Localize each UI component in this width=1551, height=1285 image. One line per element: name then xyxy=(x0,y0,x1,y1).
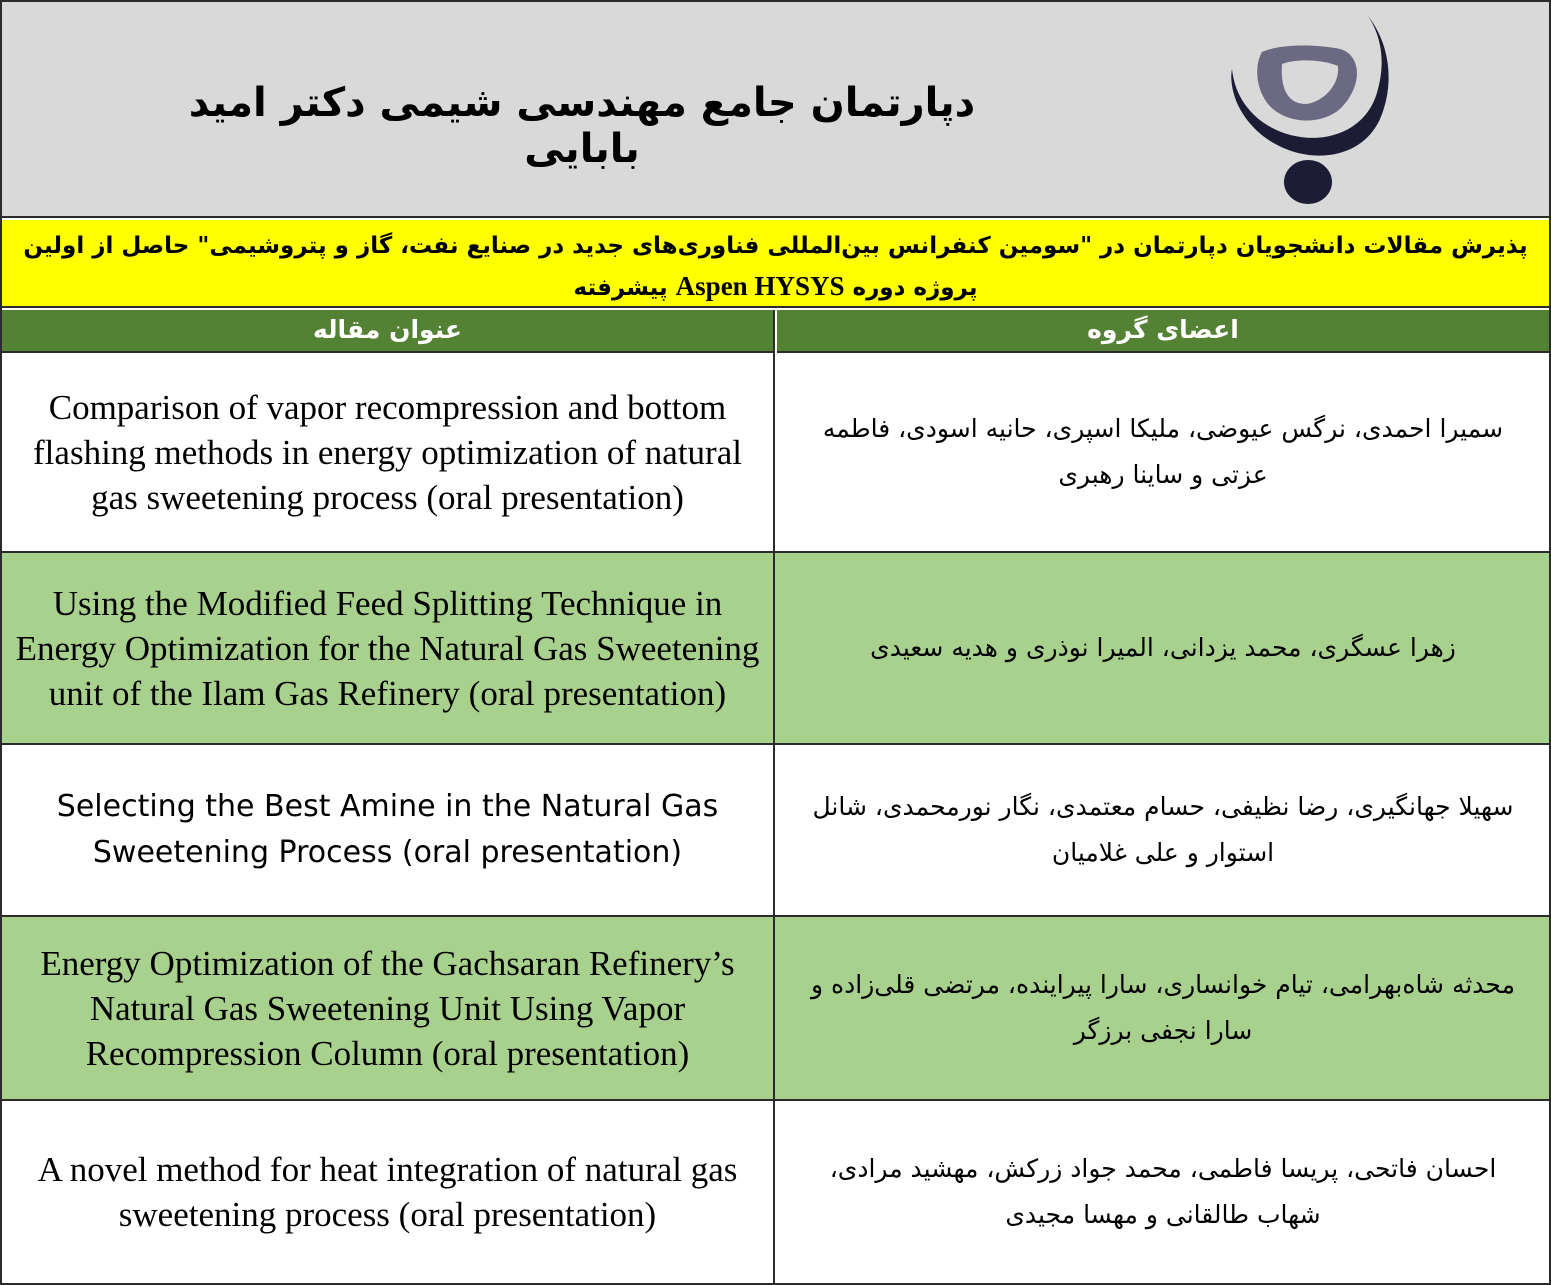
acceptance-announcement xyxy=(2,220,1549,308)
table-row xyxy=(2,917,1549,1101)
column-header-title: عنوان مقاله xyxy=(2,310,775,353)
software-name: Aspen HYSYS xyxy=(675,271,845,301)
department-header xyxy=(2,2,1549,218)
article-title: Selecting the Best Amine in the Natural Gas Sweetening Process (oral presentation) xyxy=(2,745,775,915)
announcement-suffix: پیشرفته xyxy=(573,275,676,301)
article-title: Comparison of vapor recompression and bottom flashing methods in energy optimization of natural gas sweetening process (oral presentation) xyxy=(2,353,775,551)
table-row xyxy=(2,1101,1549,1283)
group-members: سهیلا جهانگیری، رضا نظیفی، حسام معتمدی، نگار نورمحمدی، شانل استوار و علی غلامیان xyxy=(812,792,1514,867)
table-row xyxy=(2,353,1549,553)
table-row xyxy=(2,553,1549,745)
department-title: دپارتمان جامع مهندسی شیمی دکتر امید بابایی xyxy=(188,80,976,172)
column-header-members: اعضای گروه xyxy=(777,310,1549,353)
table-row xyxy=(2,745,1549,917)
article-title: Using the Modified Feed Splitting Technique in Energy Optimization for the Natural Gas Sweetening unit of the Ilam Gas Refinery (oral presentation) xyxy=(2,553,775,743)
b-circle-logo-icon xyxy=(1220,14,1395,209)
group-members: زهرا عسگری، محمد یزدانی، المیرا نوذری و هدیه سعیدی xyxy=(870,633,1456,662)
article-title: A novel method for heat integration of natural gas sweetening process (oral presentation) xyxy=(2,1101,775,1283)
announcement-text: پذیرش مقالات دانشجویان دپارتمان در "سومین کنفرانس بین‌المللی فناوری‌های جدید در صنایع نفت، گاز و پتروشیمی" حاصل از اولین پروژه دوره xyxy=(23,233,1528,301)
article-title: Energy Optimization of the Gachsaran Refinery’s Natural Gas Sweetening Unit Using Vapor Recompression Column (oral presentation) xyxy=(2,917,775,1099)
group-members: محدثه شاه‌بهرامی، تیام خوانساری، سارا پیراینده، مرتضی قلی‌زاده و سارا نجفی برزگر xyxy=(811,970,1515,1045)
group-members: احسان فاتحی، پریسا فاطمی، محمد جواد زرکش، مهشید مرادی، شهاب طالقانی و مهسا مجیدی xyxy=(829,1154,1497,1229)
group-members: سمیرا احمدی، نرگس عیوضی، ملیکا اسپری، حانیه اسودی، فاطمه عزتی و ساینا رهبری xyxy=(822,414,1504,489)
